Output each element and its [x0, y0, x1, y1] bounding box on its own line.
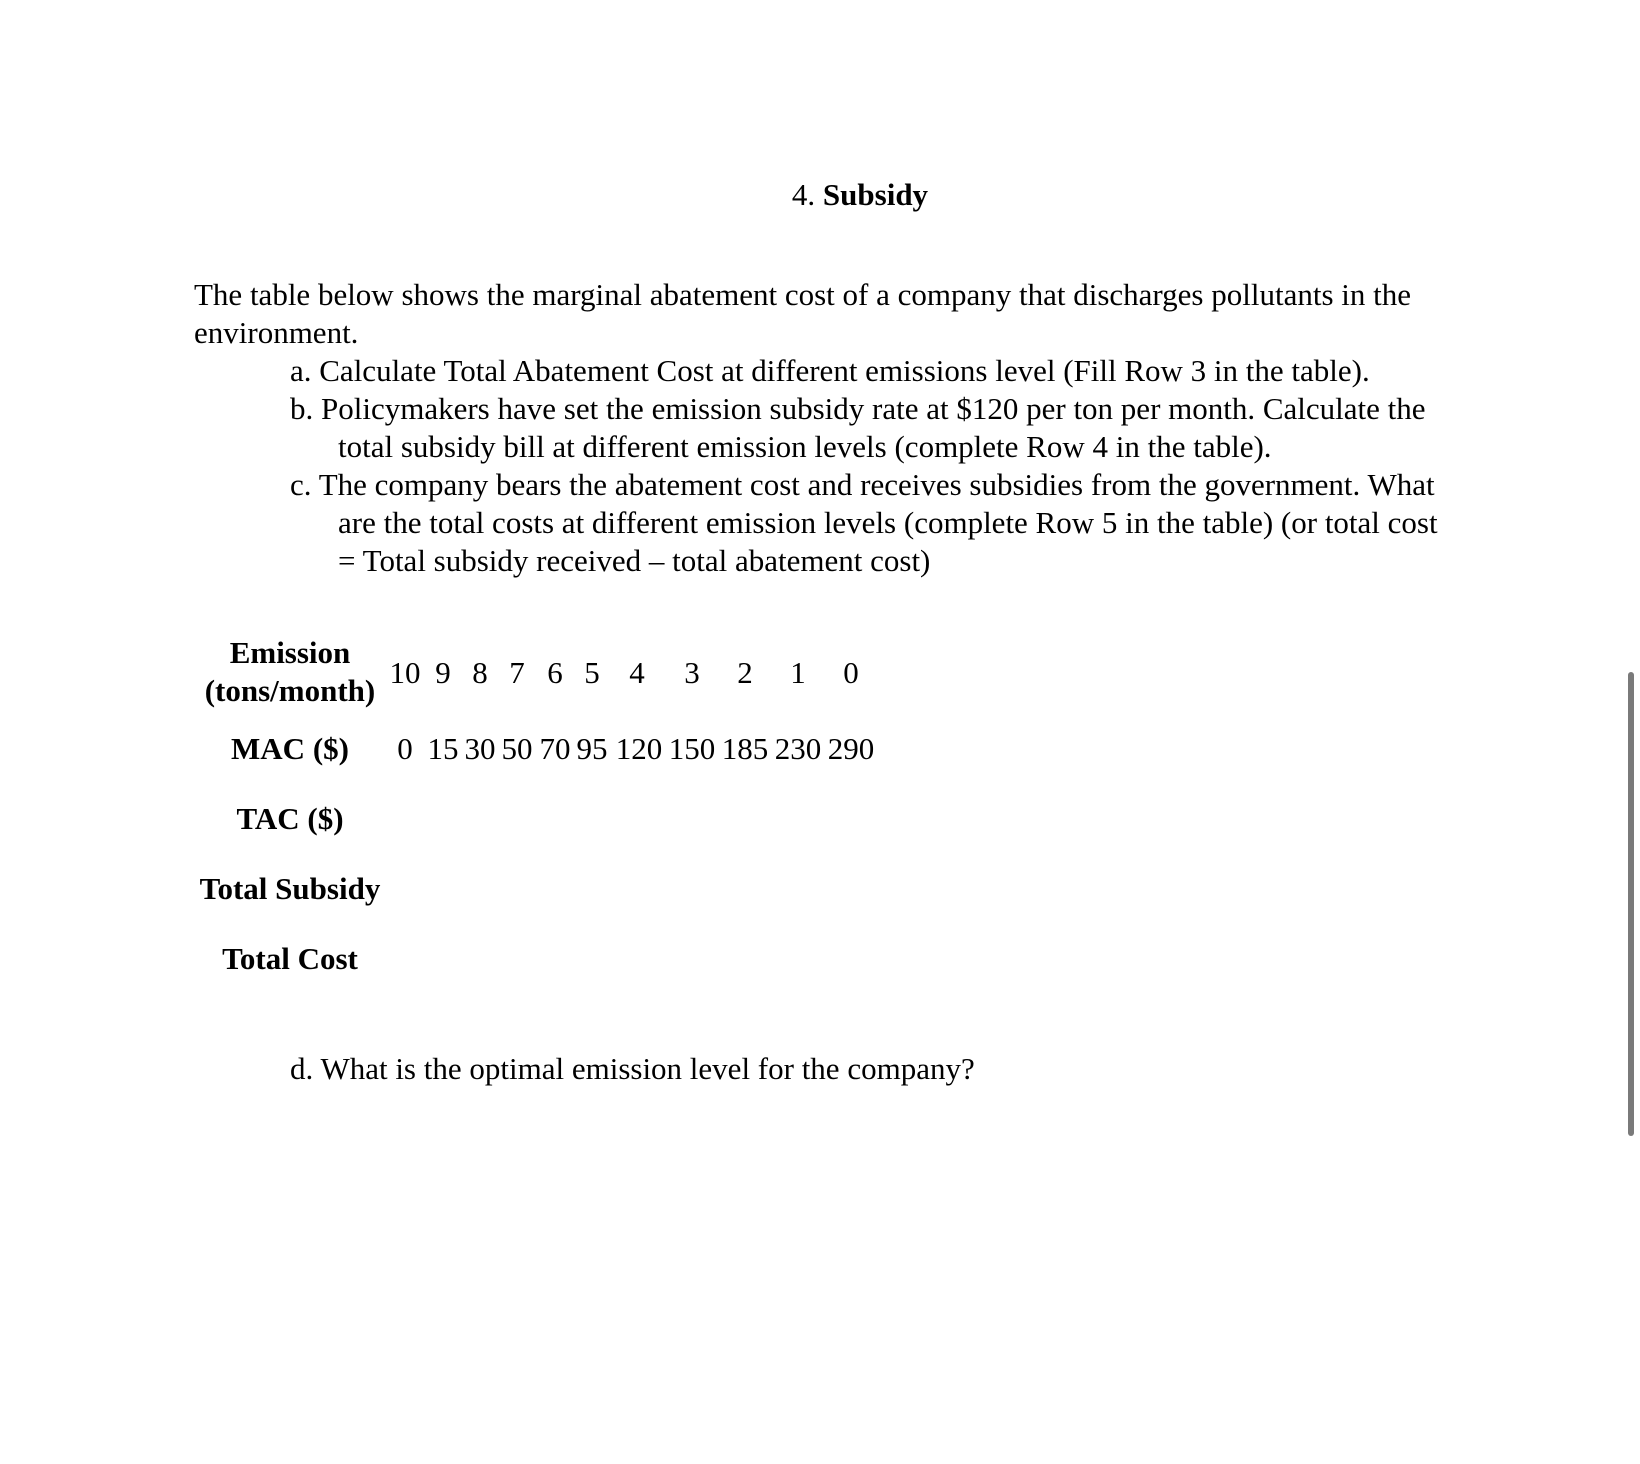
question-a: a. Calculate Total Abatement Cost at different emissions level (Fill Row 3 in the table).	[290, 353, 1370, 388]
question-list	[290, 352, 1450, 580]
mac-cell: 15	[427, 731, 459, 766]
mac-row-label: MAC ($)	[231, 731, 349, 766]
emission-cell: 3	[684, 655, 700, 690]
emission-cell: 8	[472, 655, 488, 690]
mac-cell: 185	[721, 731, 769, 766]
emission-row-label	[196, 634, 384, 710]
intro-paragraph: The table below shows the marginal abatement cost of a company that discharges pollutants in the environment.	[194, 277, 1412, 350]
emission-cell: 2	[737, 655, 753, 690]
mac-cell: 95	[576, 731, 608, 766]
tac-row-label: TAC ($)	[236, 801, 344, 836]
emission-label-line2: (tons/month)	[204, 673, 376, 708]
total-subsidy-row-label: Total Subsidy	[199, 871, 381, 906]
question-c: c. The company bears the abatement cost and receives subsidies from the government. What are the total costs at different emission levels (complete Row 5 in the table) (or total cost = Total subsidy received – total abatement cost)	[290, 467, 1438, 578]
emission-cell: 10	[389, 655, 421, 690]
emission-cell: 4	[629, 655, 645, 690]
emission-label-line1: Emission	[229, 635, 351, 670]
total-cost-row-label: Total Cost	[222, 941, 358, 976]
vertical-scrollbar[interactable]	[1628, 672, 1634, 1136]
emission-cell: 7	[509, 655, 525, 690]
section-heading	[0, 176, 1640, 214]
mac-cell: 120	[615, 731, 663, 766]
emission-cell: 1	[790, 655, 806, 690]
mac-cell: 70	[539, 731, 571, 766]
mac-cell: 50	[501, 731, 533, 766]
emission-cell: 0	[843, 655, 859, 690]
section-number: 4.	[791, 177, 816, 212]
mac-cell: 150	[668, 731, 716, 766]
emission-cell: 5	[584, 655, 600, 690]
section-title: Subsidy	[822, 177, 929, 212]
mac-cell: 290	[827, 731, 875, 766]
mac-cell: 0	[397, 731, 413, 766]
question-b: b. Policymakers have set the emission subsidy rate at $120 per ton per month. Calculate the total subsidy bill at different emission levels (complete Row 4 in the table).	[290, 391, 1426, 464]
mac-cell: 230	[774, 731, 822, 766]
emission-cell: 6	[547, 655, 563, 690]
mac-cell: 30	[464, 731, 496, 766]
question-d: d. What is the optimal emission level for the company?	[290, 1051, 975, 1086]
emission-cell: 9	[435, 655, 451, 690]
